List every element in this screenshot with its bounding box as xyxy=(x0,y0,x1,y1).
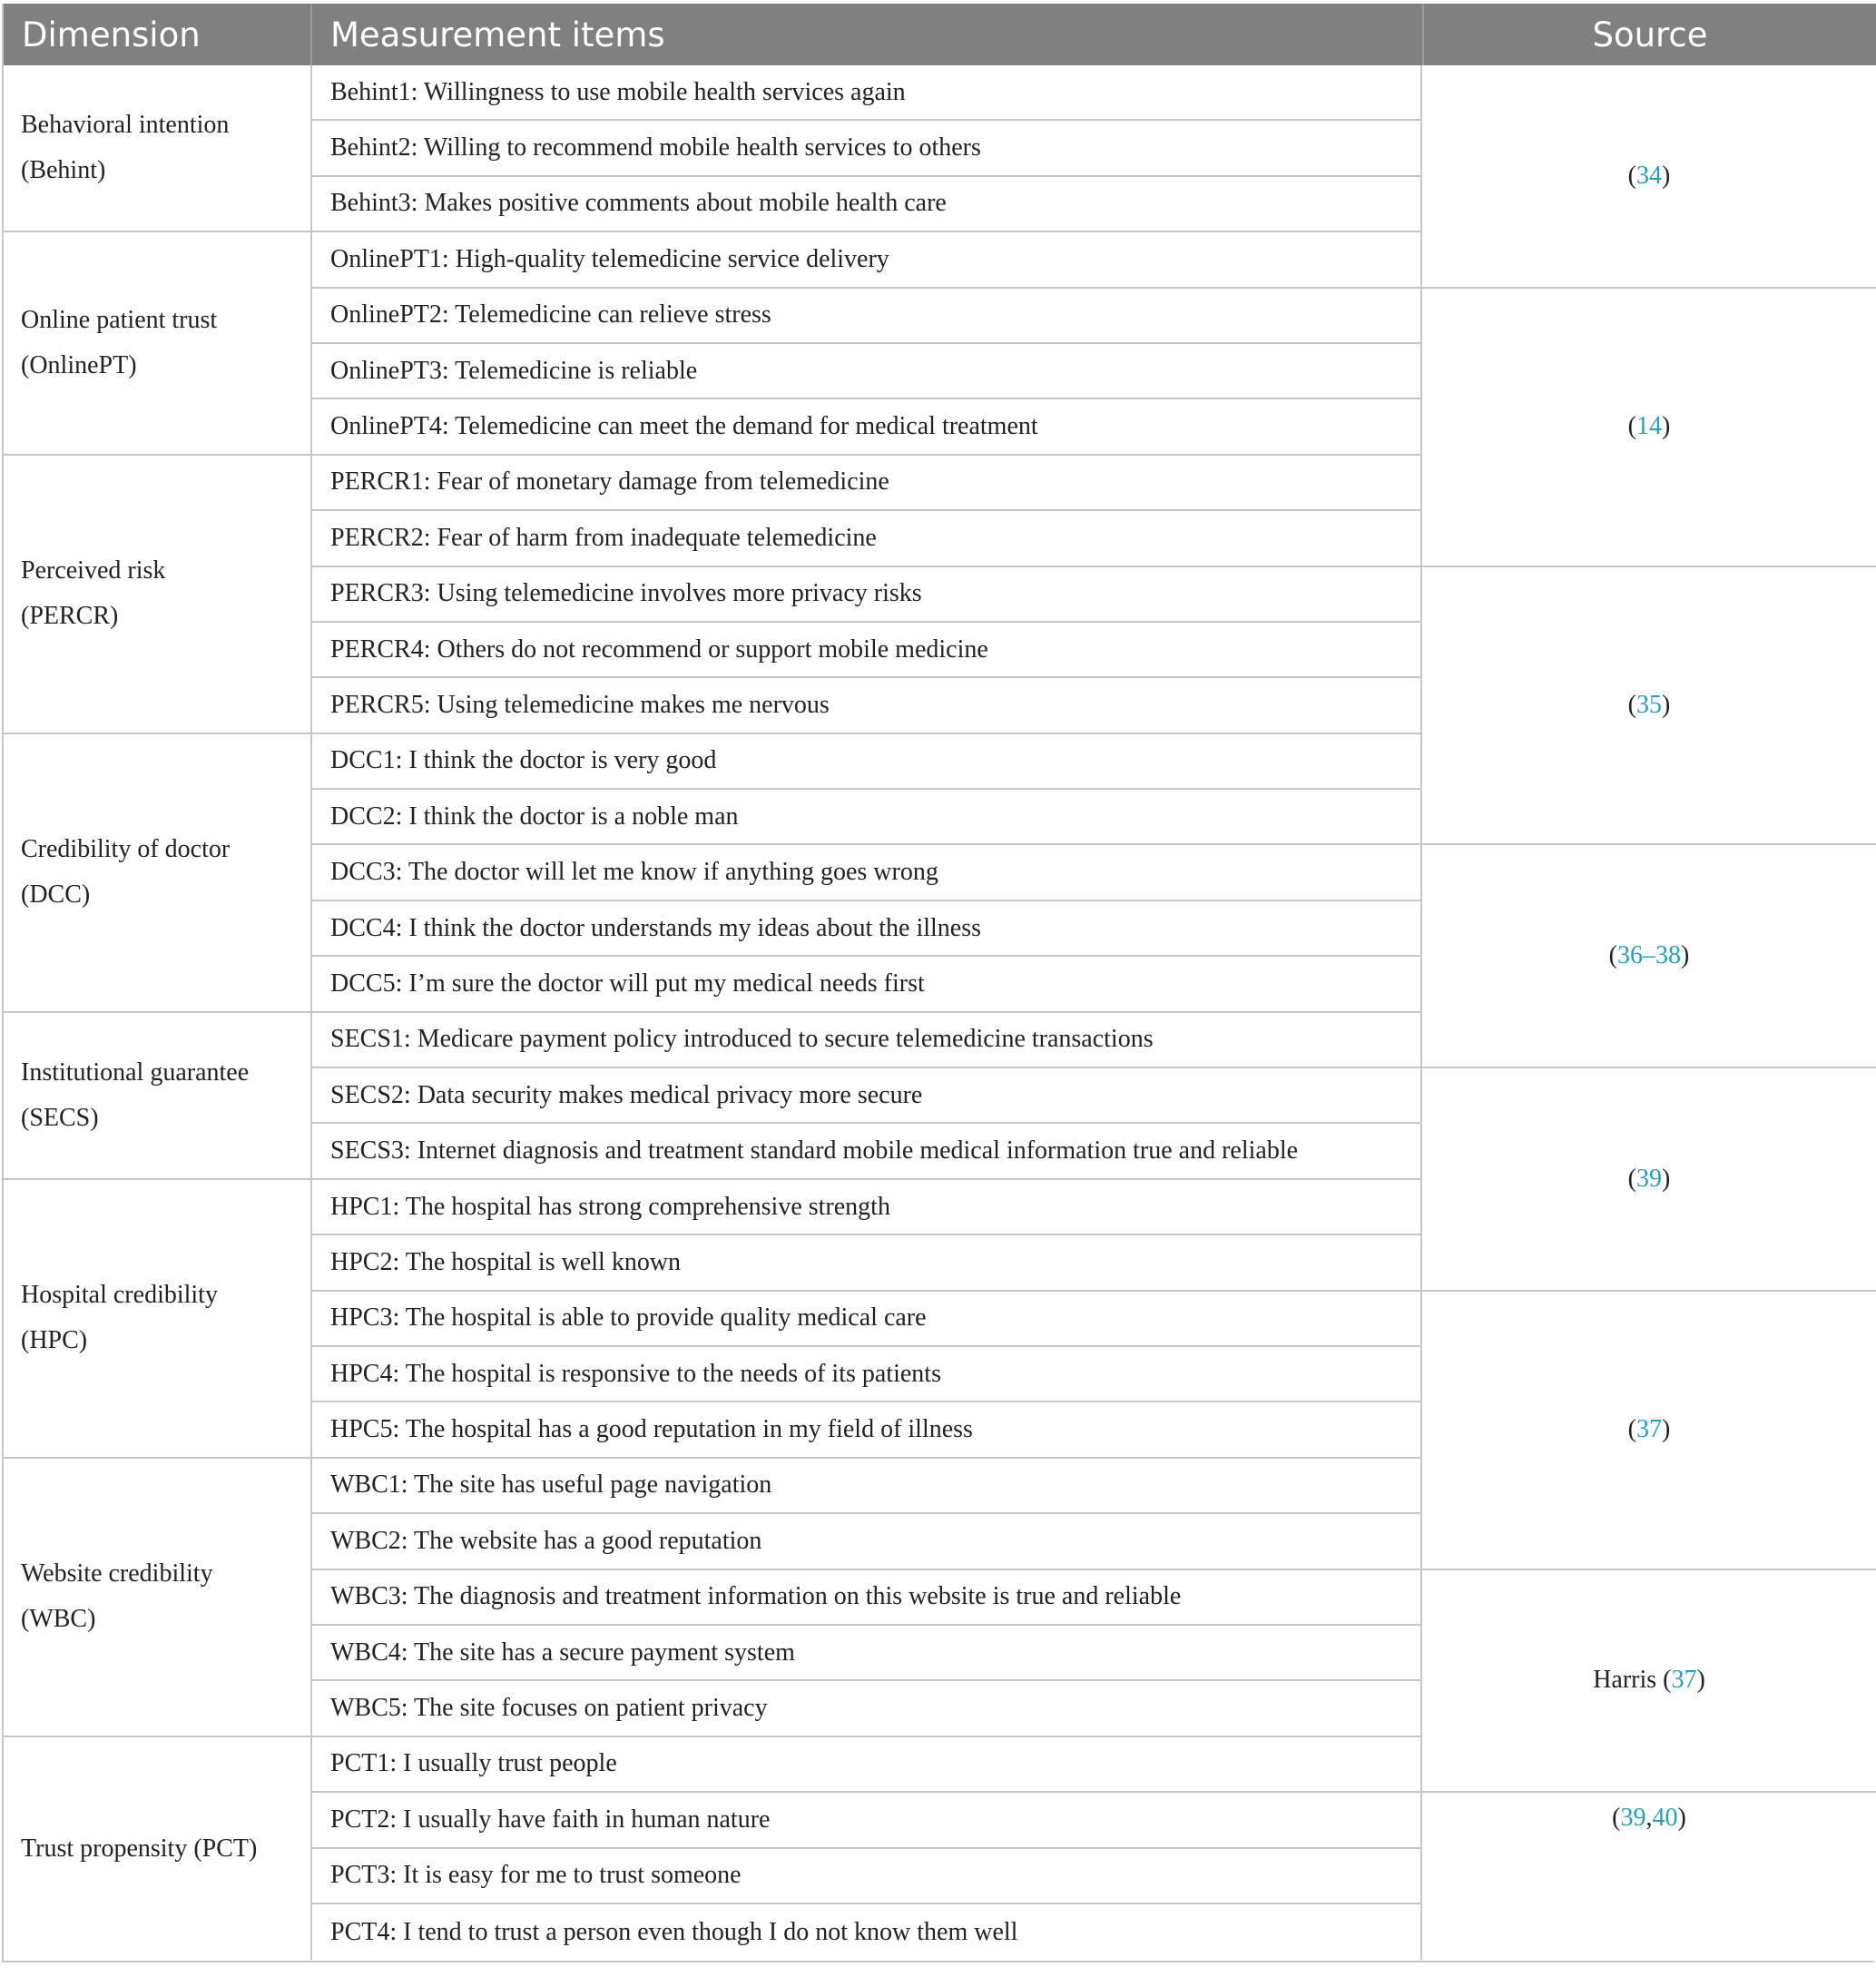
reference-link[interactable]: 35 xyxy=(1636,690,1662,719)
item-hpc1: HPC1: The hospital has strong comprehensive strength xyxy=(310,1180,1422,1235)
source-suffix: ) xyxy=(1662,1415,1671,1444)
measurement-table xyxy=(2,4,1874,1962)
reference-link[interactable]: 39 xyxy=(1620,1804,1646,1833)
dimension-cell-behint xyxy=(4,65,310,232)
item-onlinept4: OnlinePT4: Telemedicine can meet the demand for medical treatment xyxy=(310,399,1422,455)
dimension-cell-dcc xyxy=(4,734,310,1013)
dimension-name: Behavioral intention xyxy=(21,111,230,140)
reference-link[interactable]: 14 xyxy=(1636,412,1662,441)
source-cell xyxy=(1422,1570,1876,1794)
source-suffix: ) xyxy=(1677,1804,1686,1833)
source-cell xyxy=(1422,845,1876,1068)
item-percr2: PERCR2: Fear of harm from inadequate telemedicine xyxy=(310,511,1422,566)
header-measurement-items: Measurement items xyxy=(310,4,1422,65)
source-suffix: ) xyxy=(1681,941,1690,970)
source-prefix: ( xyxy=(1627,1415,1636,1444)
item-wbc2: WBC2: The website has a good reputation xyxy=(310,1514,1422,1569)
source-cell xyxy=(1422,567,1876,846)
source-separator: , xyxy=(1645,1804,1653,1833)
item-wbc5: WBC5: The site focuses on patient privacy xyxy=(310,1681,1422,1736)
dimension-name: Institutional guarantee xyxy=(21,1057,250,1087)
dimension-cell-hpc xyxy=(4,1180,310,1459)
source-cell xyxy=(1422,65,1876,289)
source-prefix: ( xyxy=(1608,941,1617,970)
item-percr3: PERCR3: Using telemedicine involves more privacy risks xyxy=(310,567,1422,623)
dimension-code: (DCC) xyxy=(21,880,91,910)
source-prefix: ( xyxy=(1627,161,1636,190)
dimension-cell-secs xyxy=(4,1013,310,1180)
source-prefix: ( xyxy=(1627,1164,1636,1193)
source-suffix: ) xyxy=(1662,1164,1671,1193)
source-suffix: ) xyxy=(1662,412,1671,441)
item-pct1: PCT1: I usually trust people xyxy=(310,1737,1422,1793)
dimension-cell-percr xyxy=(4,456,310,734)
item-dcc1: DCC1: I think the doctor is very good xyxy=(310,734,1422,790)
item-wbc1: WBC1: The site has useful page navigation xyxy=(310,1459,1422,1514)
source-suffix: ) xyxy=(1662,161,1671,190)
item-behint2: Behint2: Willing to recommend mobile health services to others xyxy=(310,121,1422,176)
item-onlinept2: OnlinePT2: Telemedicine can relieve stress xyxy=(310,289,1422,344)
dimension-code: (HPC) xyxy=(21,1326,88,1355)
dimension-code: (OnlinePT) xyxy=(21,350,137,379)
dimension-code: (WBC) xyxy=(21,1605,96,1634)
item-percr4: PERCR4: Others do not recommend or support mobile medicine xyxy=(310,623,1422,678)
item-onlinept1: OnlinePT1: High-quality telemedicine service delivery xyxy=(310,232,1422,288)
source-suffix: ) xyxy=(1696,1666,1705,1695)
item-behint1: Behint1: Willingness to use mobile health services again xyxy=(310,65,1422,121)
dimension-name: Online patient trust xyxy=(21,305,218,334)
source-cell xyxy=(1422,1068,1876,1292)
item-behint3: Behint3: Makes positive comments about mobile health care xyxy=(310,177,1422,232)
reference-link[interactable]: 37 xyxy=(1671,1666,1697,1695)
item-dcc4: DCC4: I think the doctor understands my ideas about the illness xyxy=(310,901,1422,957)
source-cell xyxy=(1422,289,1876,567)
source-suffix: ) xyxy=(1662,690,1671,719)
item-secs1: SECS1: Medicare payment policy introduced to secure telemedicine transactions xyxy=(310,1013,1422,1068)
source-prefix: ( xyxy=(1627,690,1636,719)
dimension-name: Website credibility xyxy=(21,1559,213,1588)
dimension-code: (SECS) xyxy=(21,1103,99,1132)
dimension-name: Perceived risk xyxy=(21,556,166,585)
dimension-code: (PERCR) xyxy=(21,602,119,631)
item-dcc2: DCC2: I think the doctor is a noble man xyxy=(310,790,1422,845)
dimension-cell-pct xyxy=(4,1737,310,1961)
header-dimension: Dimension xyxy=(4,4,310,65)
item-onlinept3: OnlinePT3: Telemedicine is reliable xyxy=(310,344,1422,399)
item-percr5: PERCR5: Using telemedicine makes me nervous xyxy=(310,678,1422,733)
reference-link[interactable]: 34 xyxy=(1636,161,1662,190)
item-hpc2: HPC2: The hospital is well known xyxy=(310,1235,1422,1291)
item-pct2: PCT2: I usually have faith in human nature xyxy=(310,1793,1422,1848)
dimension-name: Credibility of doctor xyxy=(21,835,231,864)
reference-link[interactable]: 39 xyxy=(1636,1164,1662,1193)
item-wbc3: WBC3: The diagnosis and treatment information on this website is true and reliable xyxy=(310,1570,1422,1626)
dimension-name: Trust propensity (PCT) xyxy=(21,1834,258,1863)
source-prefix: ( xyxy=(1612,1804,1621,1833)
dimension-cell-onlinept xyxy=(4,232,310,456)
item-secs2: SECS2: Data security makes medical privacy more secure xyxy=(310,1068,1422,1124)
item-dcc5: DCC5: I’m sure the doctor will put my medical needs first xyxy=(310,957,1422,1012)
source-prefix: Harris ( xyxy=(1593,1666,1672,1695)
source-prefix: ( xyxy=(1627,412,1636,441)
item-secs3: SECS3: Internet diagnosis and treatment standard mobile medical information true and reliable xyxy=(310,1124,1422,1179)
item-hpc3: HPC3: The hospital is able to provide quality medical care xyxy=(310,1292,1422,1347)
item-percr1: PERCR1: Fear of monetary damage from telemedicine xyxy=(310,456,1422,511)
item-pct3: PCT3: It is easy for me to trust someone xyxy=(310,1849,1422,1904)
item-hpc4: HPC4: The hospital is responsive to the needs of its patients xyxy=(310,1347,1422,1402)
header-source: Source xyxy=(1422,4,1876,65)
item-dcc3: DCC3: The doctor will let me know if anything goes wrong xyxy=(310,845,1422,900)
source-cell xyxy=(1422,1793,1876,1960)
item-pct4: PCT4: I tend to trust a person even though I do not know them well xyxy=(310,1904,1422,1960)
reference-link[interactable]: 37 xyxy=(1636,1415,1662,1444)
dimension-cell-wbc xyxy=(4,1459,310,1737)
dimension-name: Hospital credibility xyxy=(21,1281,218,1310)
item-wbc4: WBC4: The site has a secure payment system xyxy=(310,1626,1422,1681)
reference-link[interactable]: 36–38 xyxy=(1617,941,1681,970)
dimension-code: (Behint) xyxy=(21,156,106,185)
item-hpc5: HPC5: The hospital has a good reputation in my field of illness xyxy=(310,1402,1422,1458)
source-cell xyxy=(1422,1292,1876,1570)
reference-link[interactable]: 40 xyxy=(1652,1804,1678,1833)
